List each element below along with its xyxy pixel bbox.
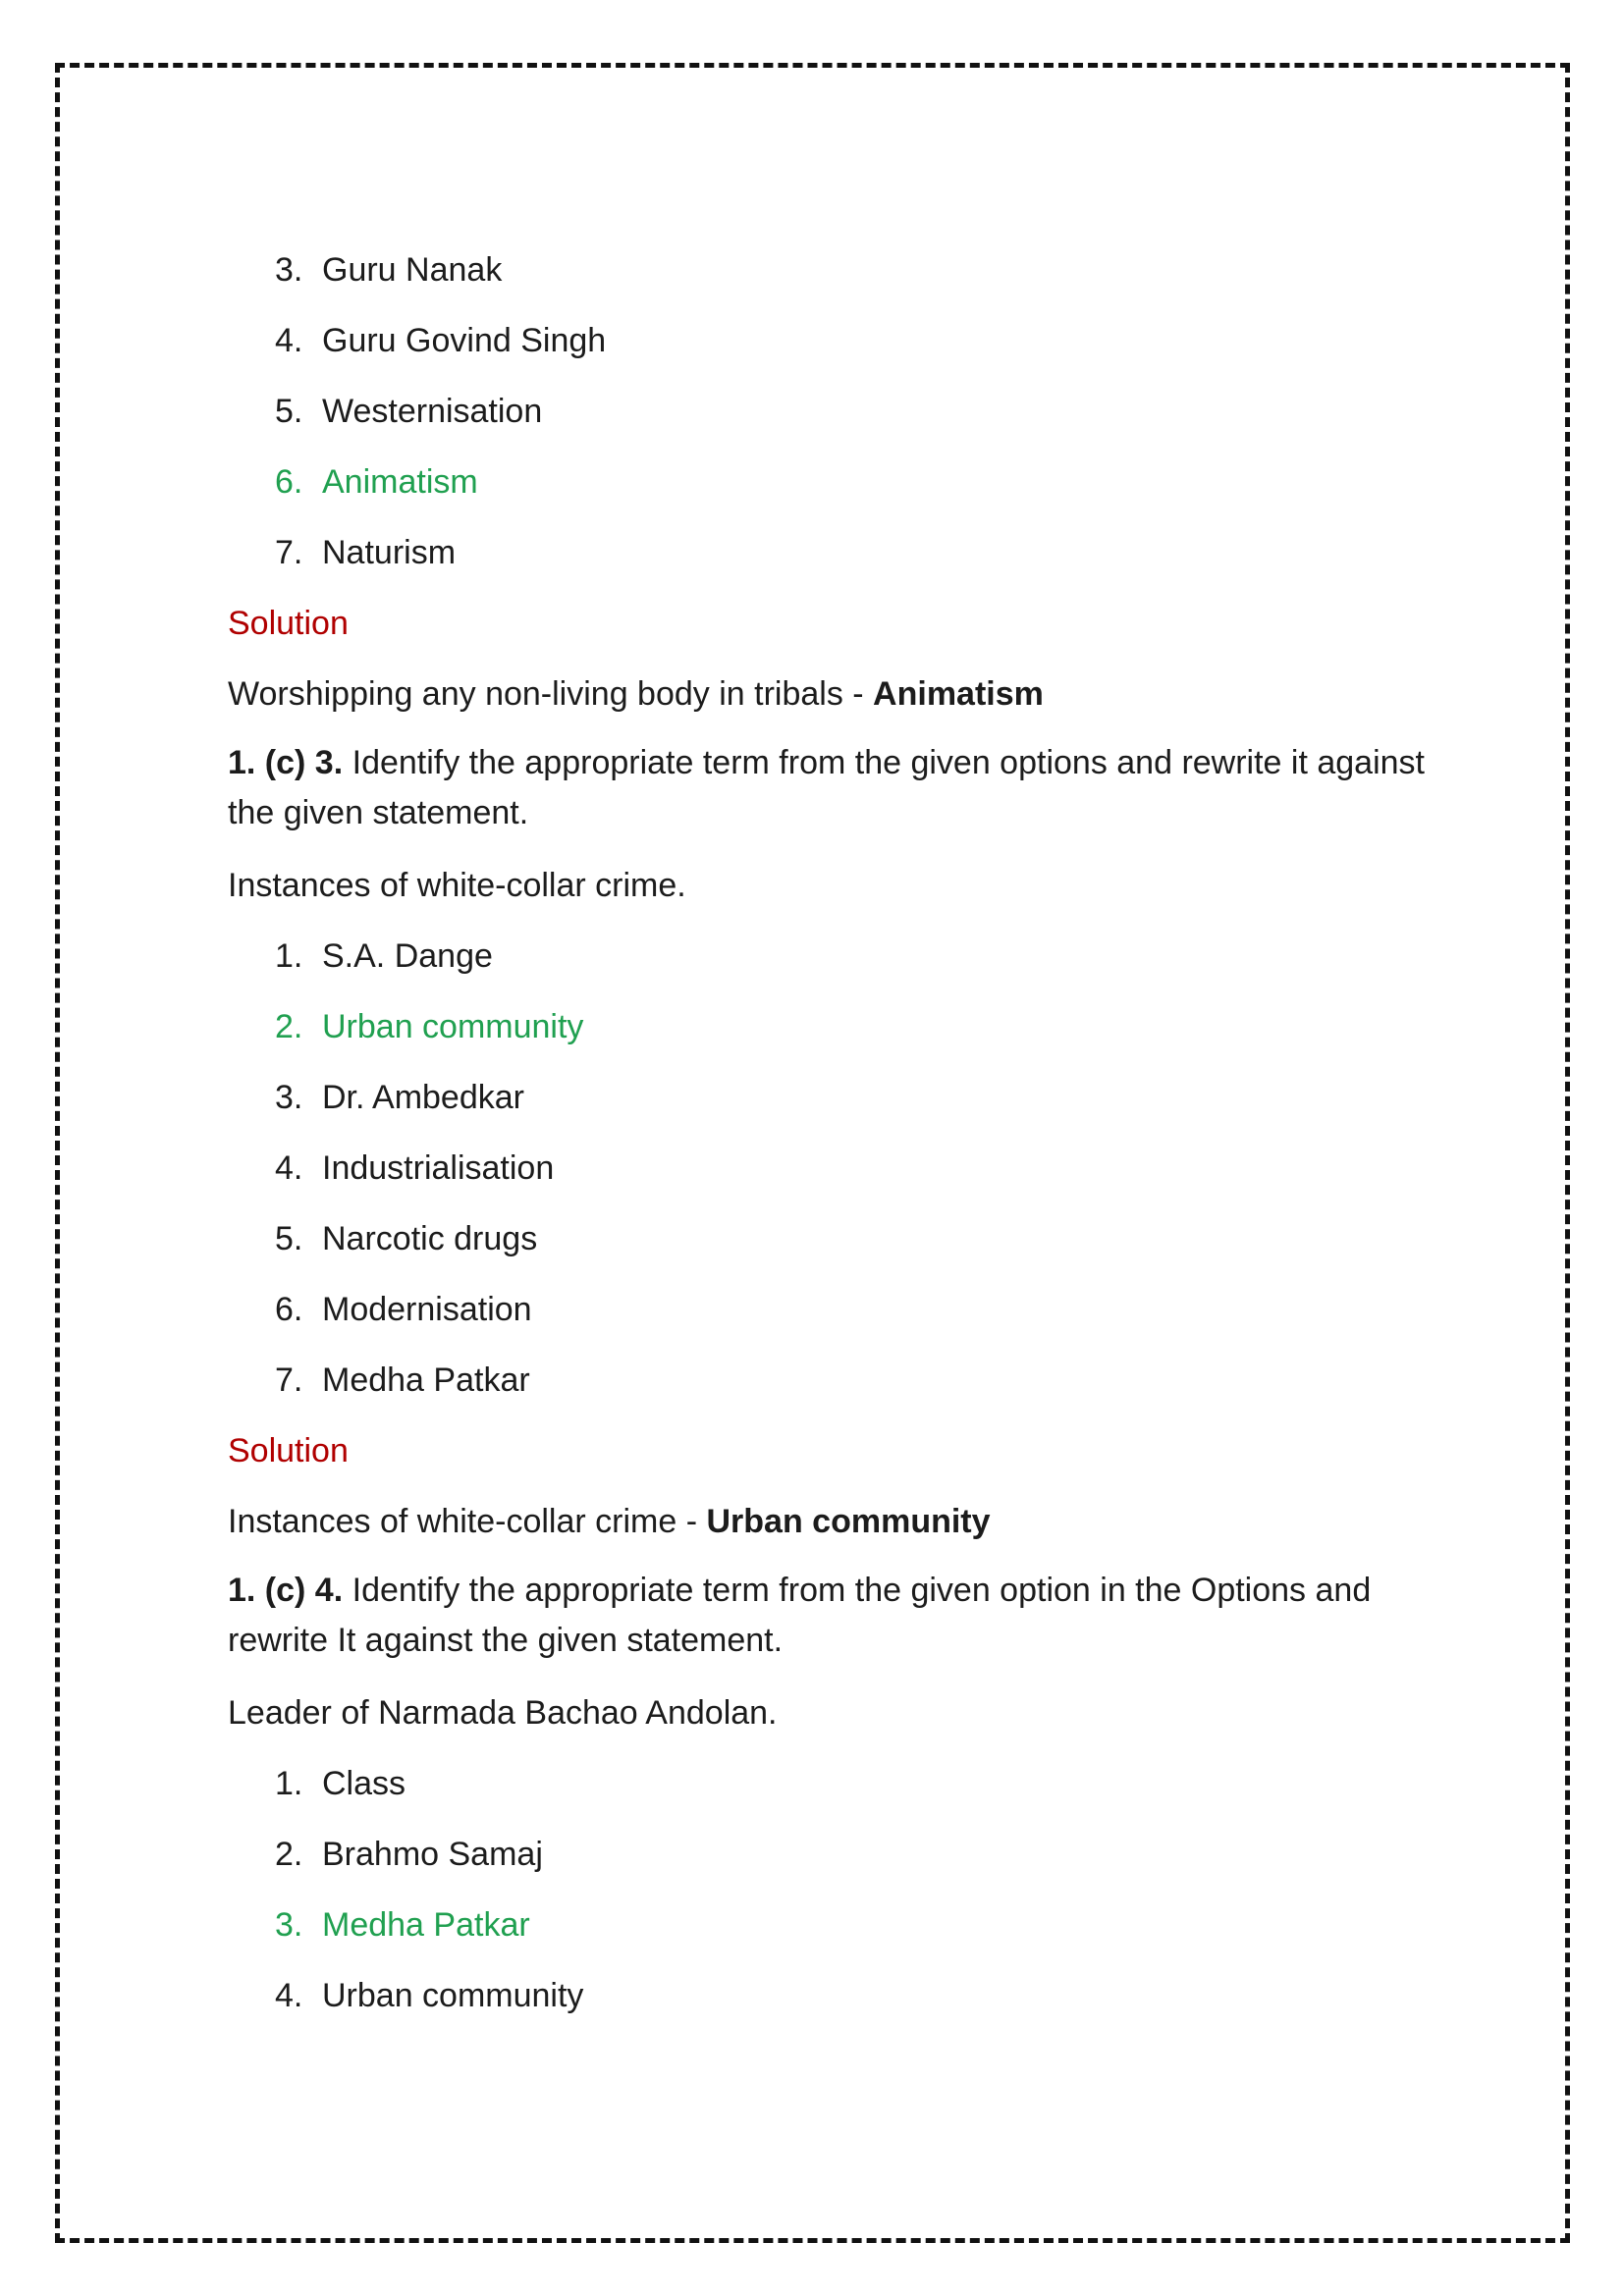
option-number: 5. (275, 393, 303, 430)
option-text: Urban community (322, 1977, 584, 2014)
page-content (228, 243, 1426, 2040)
option-item-correct (228, 1898, 1426, 1969)
question-number: 1. (c) 4. (228, 1572, 344, 1609)
option-item (228, 1142, 1426, 1212)
option-text: S.A. Dange (322, 937, 493, 975)
option-item (228, 1212, 1426, 1283)
option-text: Animatism (322, 463, 478, 501)
option-item-correct (228, 1000, 1426, 1071)
option-text: Westernisation (322, 393, 543, 430)
solution-heading: Solution (228, 605, 349, 642)
option-number: 3. (275, 1906, 303, 1944)
option-number: 7. (275, 1362, 303, 1399)
option-number: 4. (275, 1149, 303, 1187)
option-number: 4. (275, 1977, 303, 2014)
option-item (228, 1071, 1426, 1142)
solution-answer (228, 1495, 1426, 1566)
option-item (228, 385, 1426, 455)
option-text: Medha Patkar (322, 1906, 530, 1944)
option-number: 1. (275, 1765, 303, 1802)
answer-statement: Instances of white-collar crime (228, 1503, 677, 1540)
option-text: Urban community (322, 1008, 584, 1045)
option-text: Dr. Ambedkar (322, 1079, 524, 1116)
option-number: 3. (275, 251, 303, 289)
option-item (228, 243, 1426, 314)
option-text: Industrialisation (322, 1149, 555, 1187)
option-item (228, 930, 1426, 1000)
option-text: Modernisation (322, 1291, 532, 1328)
option-text: Narcotic drugs (322, 1220, 538, 1257)
answer-statement: Worshipping any non-living body in tribals (228, 675, 843, 713)
option-number: 2. (275, 1836, 303, 1873)
option-item (228, 1283, 1426, 1354)
answer-separator: - (842, 675, 874, 713)
question-text (228, 738, 1426, 838)
question-number: 1. (c) 3. (228, 744, 344, 781)
answer-term: Animatism (873, 675, 1044, 713)
option-text: Naturism (322, 534, 457, 571)
solution-answer (228, 667, 1426, 738)
option-text: Brahmo Samaj (322, 1836, 543, 1873)
option-item-correct (228, 455, 1426, 526)
option-number: 5. (275, 1220, 303, 1257)
option-number: 6. (275, 1291, 303, 1328)
option-number: 7. (275, 534, 303, 571)
option-text: Guru Govind Singh (322, 322, 607, 359)
option-item (228, 1354, 1426, 1424)
option-number: 3. (275, 1079, 303, 1116)
option-item (228, 526, 1426, 597)
question-body: Identify the appropriate term from the given option in the Options and rewrite It against the given statement. (228, 1572, 1372, 1659)
answer-separator: - (676, 1503, 707, 1540)
option-text: Medha Patkar (322, 1362, 530, 1399)
option-text: Class (322, 1765, 406, 1802)
question-text (228, 1566, 1426, 1666)
question-statement: Leader of Narmada Bachao Andolan. (228, 1694, 778, 1732)
option-text: Guru Nanak (322, 251, 503, 289)
option-item (228, 314, 1426, 385)
option-item (228, 1828, 1426, 1898)
answer-term: Urban community (706, 1503, 991, 1540)
question-body: Identify the appropriate term from the given options and rewrite it against the given statement. (228, 744, 1425, 831)
option-number: 1. (275, 937, 303, 975)
question-statement: Instances of white-collar crime. (228, 867, 686, 904)
option-item (228, 1969, 1426, 2040)
option-number: 4. (275, 322, 303, 359)
solution-heading: Solution (228, 1432, 349, 1469)
option-item (228, 1757, 1426, 1828)
option-number: 6. (275, 463, 303, 501)
option-number: 2. (275, 1008, 303, 1045)
